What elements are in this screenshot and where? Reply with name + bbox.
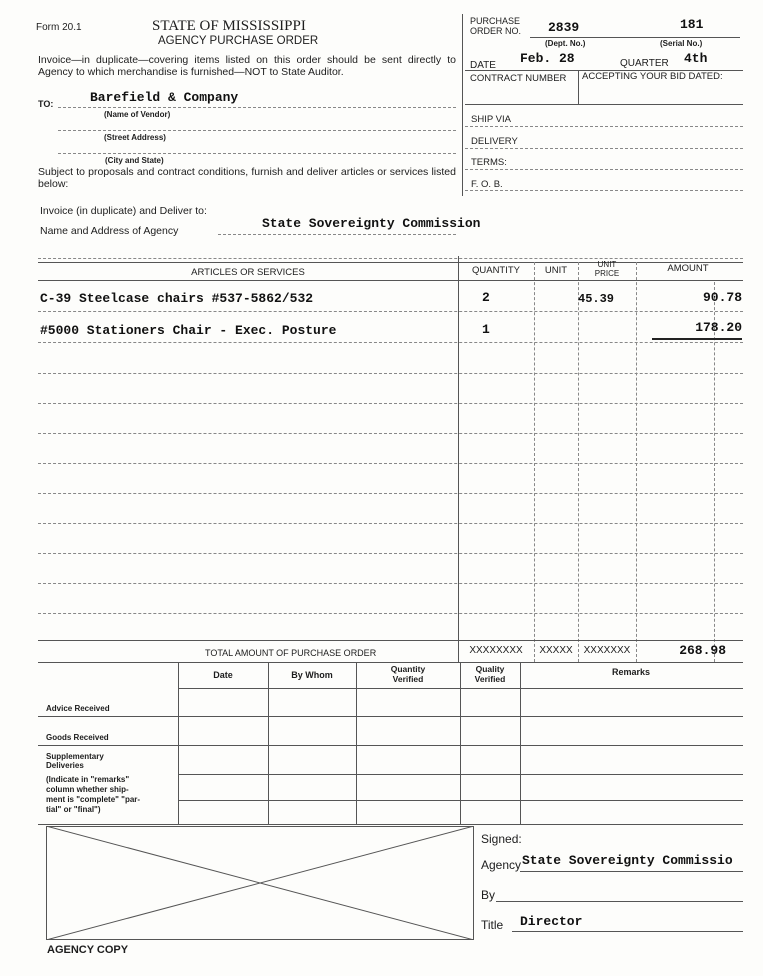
dept-number: 2839: [548, 20, 580, 35]
total-label: TOTAL AMOUNT OF PURCHASE ORDER: [205, 648, 377, 658]
signature-agency-label: Agency: [481, 858, 522, 872]
serial-number: 181: [680, 17, 704, 32]
total-unit-fill: XXXXX: [539, 645, 573, 656]
agency-copy-label: AGENCY COPY: [47, 944, 129, 956]
agency-address-label: Name and Address of Agency: [40, 225, 179, 237]
quantity-header: QUANTITY: [471, 265, 521, 276]
signature-agency-value: State Sovereignty Commissio: [522, 853, 733, 868]
street-caption: (Street Address): [104, 133, 166, 142]
deliver-to-text: Invoice (in duplicate) and Deliver to:: [40, 205, 207, 217]
terms-label: TERMS:: [471, 157, 507, 168]
by-whom-column-header: By Whom: [291, 670, 333, 680]
vendor-name: Barefield & Company: [90, 90, 239, 105]
total-price-fill: XXXXXXX: [583, 645, 631, 656]
date-label: DATE: [470, 60, 496, 71]
remarks-column-header: Remarks: [611, 667, 651, 677]
title-label: Title: [481, 918, 504, 932]
unit-price-header: UNIT PRICE: [594, 260, 620, 278]
by-label: By: [481, 888, 496, 902]
signed-label: Signed:: [481, 832, 522, 846]
article-description: #5000 Stationers Chair - Exec. Posture: [40, 323, 337, 338]
agency-name: State Sovereignty Commission: [262, 216, 481, 231]
ship-via-label: SHIP VIA: [471, 114, 511, 125]
supplementary-deliveries-label: Supplementary Deliveries: [46, 752, 104, 770]
void-cross-box: [46, 826, 474, 940]
bid-dated-label: ACCEPTING YOUR BID DATED:: [582, 71, 723, 82]
quality-verified-header: Quality Verified: [474, 664, 506, 684]
delivery-label: DELIVERY: [471, 136, 518, 147]
to-label: TO:: [38, 99, 54, 109]
article-description: C-39 Steelcase chairs #537-5862/532: [40, 291, 314, 306]
item-quantity: 2: [482, 290, 490, 305]
amount-header: AMOUNT: [667, 263, 709, 274]
quantity-verified-header: Quantity Verified: [390, 664, 426, 684]
quarter-value: 4th: [684, 51, 708, 66]
state-title: STATE OF MISSISSIPPI: [152, 18, 306, 34]
po-label: PURCHASE ORDER NO.: [470, 16, 522, 36]
item-amount: 90.78: [702, 290, 742, 305]
title-value: Director: [520, 914, 583, 929]
fob-label: F. O. B.: [471, 179, 503, 190]
date-column-header: Date: [213, 670, 233, 680]
date-value: Feb. 28: [520, 51, 575, 66]
unit-header: UNIT: [544, 265, 568, 276]
vendor-caption: (Name of Vendor): [104, 110, 171, 119]
articles-header: ARTICLES OR SERVICES: [191, 267, 305, 278]
subject-text: Subject to proposals and contract conditions, furnish and deliver articles or services listed below:: [38, 166, 456, 190]
city-caption: (City and State): [105, 156, 164, 165]
dept-caption: (Dept. No.): [545, 39, 586, 48]
contract-number-label: CONTRACT NUMBER: [470, 73, 567, 84]
item-quantity: 1: [482, 322, 490, 337]
goods-received-label: Goods Received: [46, 733, 109, 742]
total-amount: 268.98: [679, 643, 726, 658]
item-amount: 178.20: [695, 320, 742, 335]
serial-caption: (Serial No.): [660, 39, 703, 48]
item-unit-price: 45.39: [578, 292, 615, 306]
form-number: Form 20.1: [36, 22, 82, 33]
total-quantity-fill: XXXXXXXX: [469, 645, 523, 656]
form-subtitle: AGENCY PURCHASE ORDER: [158, 35, 319, 47]
remarks-note: (Indicate in "remarks" column whether ship- ment is "complete" "par- tial" or "final"): [46, 775, 141, 814]
invoice-instructions: Invoice—in duplicate—covering items listed on this order should be sent directly to Agency to which merchandise is furnished—NOT to State Auditor.: [38, 54, 456, 78]
quarter-label: QUARTER: [620, 58, 669, 69]
advice-received-label: Advice Received: [46, 704, 110, 713]
